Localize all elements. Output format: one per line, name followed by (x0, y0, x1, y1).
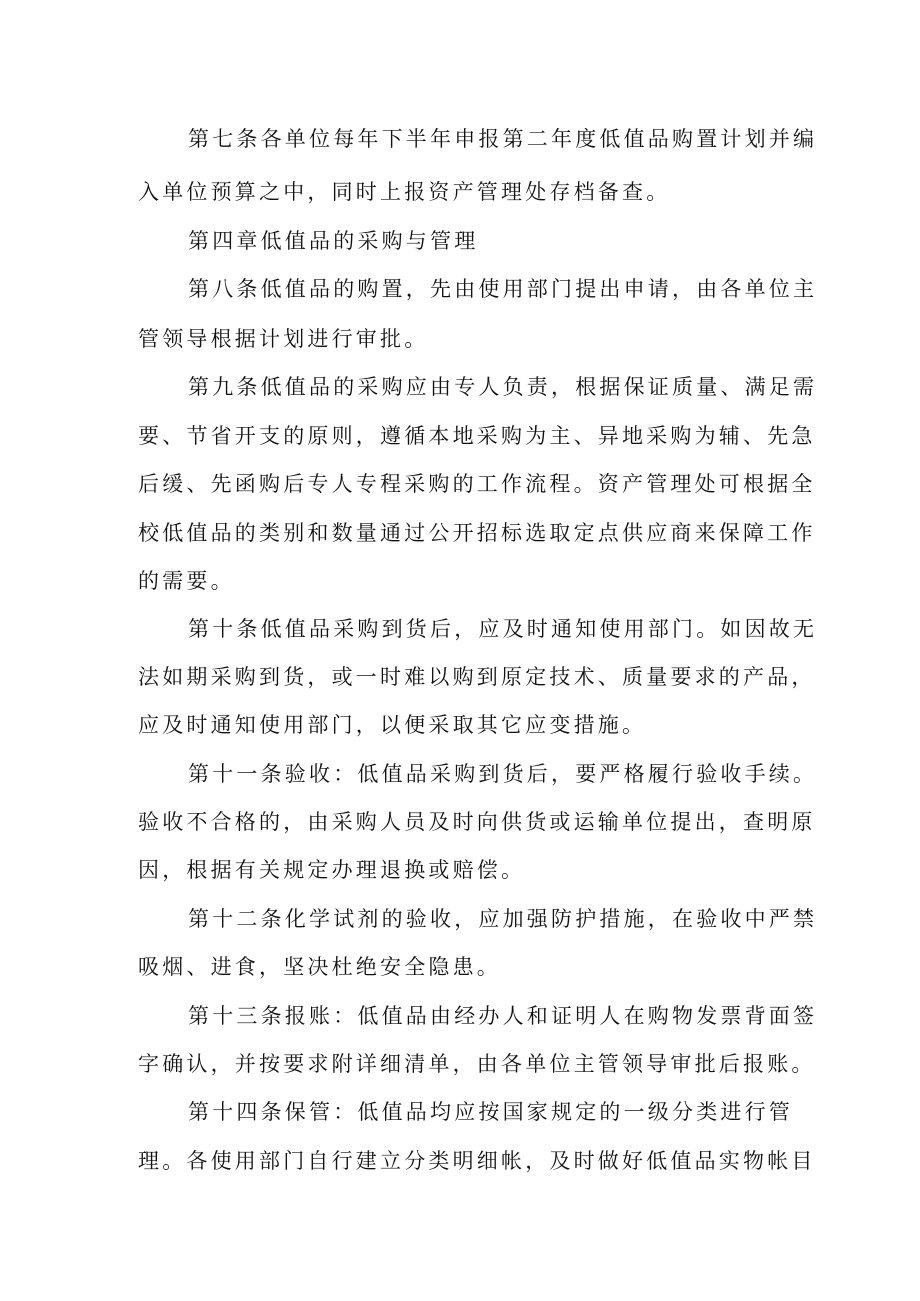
text-line: 要、节省开支的原则，遵循本地采购为主、异地采购为辅、先急 (138, 424, 816, 448)
text-line: 因，根据有关规定办理退换或赔偿。 (138, 858, 526, 882)
text-line: 字确认，并按要求附详细清单，由各单位主管领导审批后报账。 (138, 1052, 816, 1076)
text-line: 第七条各单位每年下半年申报第二年度低值品购置计划并编 (188, 127, 818, 151)
text-line: 第十条低值品采购到货后，应及时通知使用部门。如因故无 (188, 617, 818, 641)
text-line: 吸烟、进食，坚决杜绝安全隐患。 (138, 955, 501, 979)
text-line: 校低值品的类别和数量通过公开招标选取定点供应商来保障工作 (138, 521, 816, 545)
text-line: 入单位预算之中，同时上报资产管理处存档备查。 (138, 180, 671, 204)
text-line: 应及时通知使用部门，以便采取其它应变措施。 (138, 713, 647, 737)
text-line: 法如期采购到货，或一时难以购到原定技术、质量要求的产品， (138, 665, 816, 689)
text-line: 的需要。 (138, 569, 235, 593)
text-line: 第九条低值品的采购应由专人负责，根据保证质量、满足需 (188, 375, 818, 399)
text-line: 管领导根据计划进行审批。 (138, 327, 429, 351)
text-line: 第十三条报账：低值品由经办人和证明人在购物发票背面签 (188, 1004, 818, 1028)
text-line: 第八条低值品的购置，先由使用部门提出申请，由各单位主 (188, 277, 818, 301)
text-line: 第十一条验收：低值品采购到货后，要严格履行验收手续。 (188, 762, 818, 786)
text-line: 后缓、先函购后专人专程采购的工作流程。资产管理处可根据全 (138, 472, 816, 496)
text-line: 验收不合格的，由采购人员及时向供货或运输单位提出，查明原 (138, 810, 816, 834)
text-line: 理。各使用部门自行建立分类明细帐，及时做好低值品实物帐目 (138, 1149, 816, 1173)
chapter-heading: 第四章低值品的采购与管理 (188, 229, 479, 253)
text-line: 第十四条保管：低值品均应按国家规定的一级分类进行管 (188, 1100, 793, 1124)
text-line: 第十二条化学试剂的验收，应加强防护措施，在验收中严禁 (188, 907, 818, 931)
